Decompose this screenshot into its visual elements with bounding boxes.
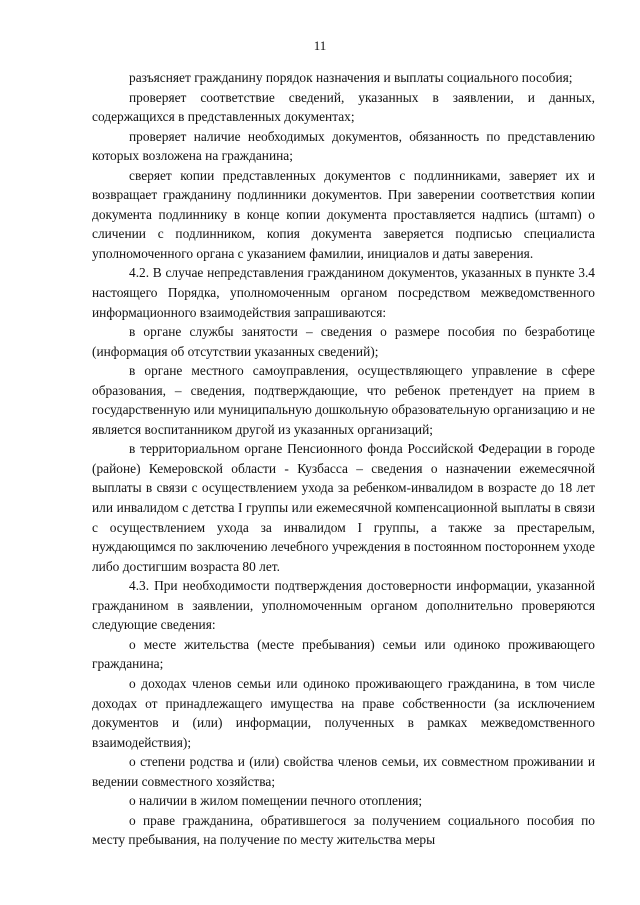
paragraph: разъясняет гражданину порядок назначения и выплаты социального пособия;: [129, 70, 573, 85]
paragraph: в территориальном органе Пенсионного фонда Российской Федерации в городе (районе) Кемеровской области - Кузбасса – сведения о назначении ежемесячной выплаты в связи с осуществлением ухода за ребенком-инвалидом в возрасте до 18 лет или инвалидом с детства I группы или ежемесячной компенсационной выплаты в связи с осуществлением ухода за инвалидом I группы, а также за престарелым, нуждающимся по заключению лечебного учреждения в постоянном постороннем уходе либо достигшим возраста 80 лет.: [92, 441, 595, 574]
paragraph: сверяет копии представленных документов с подлинниками, заверяет их и возвращает гражданину подлинники документов. При заверении соответствия копии документа подлиннику в конце копии документа проставляется надпись (штамп) о сличении с подлинником, копия документа заверяется подписью специалиста уполномоченного органа с указанием фамилии, инициалов и даты заверения.: [92, 167, 595, 261]
paragraph: о степени родства и (или) свойства членов семьи, их совместном проживании и ведении совместного хозяйства;: [92, 754, 595, 789]
paragraph: о месте жительства (месте пребывания) семьи или одиноко проживающего гражданина;: [92, 636, 595, 672]
document-body: [92, 68, 595, 850]
page-number: 11: [313, 38, 327, 53]
paragraph: о доходах членов семьи или одиноко проживающего гражданина, в том числе доходах от принадлежащего имущества на праве собственности (за исключением документов и (или) информации, полученных в рамках межведомственного взаимодействия);: [92, 675, 595, 750]
paragraph: проверяет соответствие сведений, указанных в заявлении, и данных, содержащихся в представленных документах;: [92, 89, 595, 125]
paragraph: в органе службы занятости – сведения о размере пособия по безработице (информация об отсутствии указанных сведений);: [92, 324, 595, 359]
paragraph: в органе местного самоуправления, осуществляющего управление в сфере образования, – сведения, подтверждающие, что ребенок претендует на прием в государственную или муниципальную дошкольную образовательную организацию и не является воспитанником другой из указанных организаций;: [92, 363, 595, 437]
paragraph: проверяет наличие необходимых документов, обязанность по представлению которых возложена на гражданина;: [92, 128, 595, 164]
paragraph: о наличии в жилом помещении печного отопления;: [129, 793, 423, 809]
paragraph: 4.3. При необходимости подтверждения достоверности информации, указанной гражданином в заявлении, уполномоченным органом дополнительно проверяются следующие сведения:: [92, 578, 595, 633]
paragraph: 4.2. В случае непредставления гражданином документов, указанных в пункте 3.4 настоящего Порядка, уполномоченным органом посредством межведомственного информационного взаимодействия запрашиваются:: [92, 265, 595, 320]
paragraph: о праве гражданина, обратившегося за получением социального пособия по месту пребывания, на получение по месту жительства меры: [92, 812, 595, 848]
